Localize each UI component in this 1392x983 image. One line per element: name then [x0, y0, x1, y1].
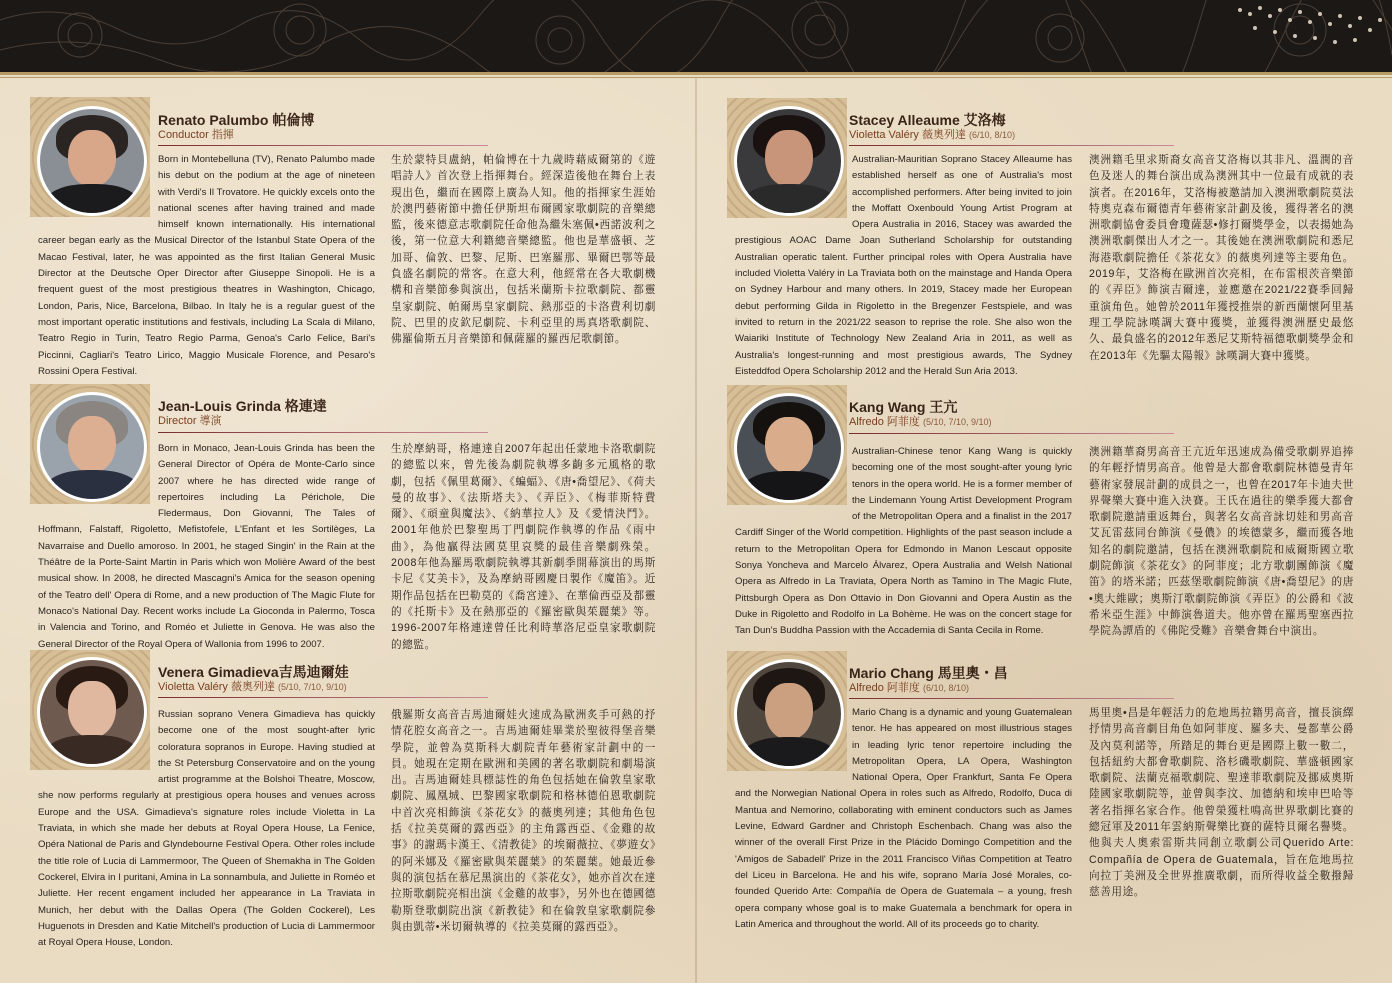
bio-role: [849, 413, 992, 429]
bio-english-text: Mario Chang is a dynamic and young Guatemalean tenor. He has appeared on most illustrious stages in leading lyric tenor repertoire including the Metropolitan Opera, LA Opera, Washington National Opera, Oper Frankfurt, Santa Fe Opera and the Norwegian National Opera in roles such as Alfredo, Rodolfo, Duca di Mantua and Nemorino, collaborating with eminent conductors such as James Levine, Edward Gardner and Christoph Eschenbach. Chang was also the winner of the overall First Prize in the Plácido Domingo Competition and the 'Amigos de Sabadell' Prize in the 2011 Francisco Viñas Competition at Teatro del Liceu in Barcelona. He and his wife, soprano María José Morales, co-founded Querido Arte: Compañía de Opera de Guatemala – a young, fresh opera company whose goal is to make Guatemala a benchmark for opera in Latin America and throughout the world. All of its proceeds go to charity.: [735, 707, 1072, 930]
bio-english-text: Australian-Chinese tenor Kang Wang is quickly becoming one of the most sought-after young lyric tenors in the opera world. He is a former member of the Lindemann Young Artist Development Program of the Metropolitan Opera and a finalist in the 2017 Cardiff Singer of the World competition. Highlights of the past season include a return to the Metropolitan Opera for Edmondo in Manon Lescaut opposite Sonya Yoncheva and Marcelo Álvarez, Opera Australia and Welsh National Opera as Alfredo in La Traviata, Opera North as Tamino in The Magic Flute, Pittsburgh Opera as Don Ottavio in Don Giovanni and Opera Austin as the Duke in Rigoletto and Rodolfo in La Bohème. He was on the concert stage for Tan Dun's Buddha Passion with the Accademia di Santa Cecila in Rome.: [735, 446, 1072, 637]
bio-role-text: Alfredo 阿菲度: [849, 416, 920, 428]
bio-chinese: 澳洲籍華裔男高音王亢近年迅速成為備受歌劇界追捧的年輕抒情男高音。他曾是大都會歌劇院林德曼青年藝術家發展計劃的成員之一，也曾在2017年卡迪夫世界聲樂大賽中進入決賽。王氏在過往的樂季獲大都會歌劇院邀請重返舞台，與著名女高音詠切娃和男高音艾瓦雷茲同台飾演《曼儂》的埃德蒙多，繼而獲各地知名的劇院邀請，包括在澳洲歌劇院和威爾斯國立歌劇院飾演《茶花女》的阿菲度；北方歌劇團飾演《魔笛》的塔米諾；匹茲堡歌劇院飾演《唐•喬望尼》的唐•奧大維歐；奧斯汀歌劇院飾演《弄臣》的公爵和《波希米亞生涯》中飾演魯道夫。他亦曾在羅馬聖塞西拉學院為譚盾的《佛陀受難》音樂會舞台中演出。: [1089, 446, 1354, 638]
bio-role: [158, 678, 347, 694]
bio-english: [38, 707, 375, 951]
bio-name: Stacey Alleaume 艾洛梅: [849, 112, 1006, 128]
bio-chinese: 澳洲籍毛里求斯裔女高音艾洛梅以其非凡、溫潤的音色及迷人的舞台演出成為澳洲其中一位最有成就的表演者。在2016年，艾洛梅被邀請加入澳洲歌劇院莫法特奧克森布爾德青年藝術家計劃及後，獲得著名的澳洲歌劇協會委員會瓊薩瑟•修打爾獎學金，以表揚她為澳洲歌劇傑出人才之一。其後她在澳洲歌劇院和悉尼海港歌劇院擔任《茶花女》的薇奧列達等主要角色。2019年，艾洛梅在歐洲首次亮相，在布雷根茨音樂節的《弄臣》飾演吉爾達，並應邀在2021/22賽季回歸重演角色。她曾於2011年獲授推崇的新西蘭懷阿里基理工學院詠嘆調大賽中獲獎，並獲得澳洲歷史最悠久、最負盛名的2012年悉尼艾斯特福德歌劇獎學金和在2013年《先驅太陽報》詠嘆調大賽中獲獎。: [1089, 154, 1354, 362]
bio-name: Renato Palumbo 帕倫博: [158, 112, 315, 128]
bio-rule: [158, 432, 488, 433]
bio-role-text: Conductor 指揮: [158, 129, 234, 141]
bio-name: Kang Wang 王亢: [849, 399, 958, 415]
bio-chinese: 馬里奧•昌是年輕活力的危地馬拉籍男高音，擅長演繹抒情男高音劇目角色如阿菲度、羅多夫、曼都華公爵及內莫利諾等，所踏足的舞台更是國際上數一數二，包括紐約大都會歌劇院、洛杉磯歌劇院、華盛頓國家歌劇院、法蘭克福歌劇院、聖達菲歌劇院及挪威奧斯陸國家歌劇院等，並曾與李汶、加德納和埃申巴哈等著名指揮名家合作。他曾榮獲杜鳴高世界歌劇比賽的總冠軍及2011年雲納斯聲樂比賽的薩特貝爾名譽獎。他與夫人奧索雷斯共同創立歌劇公司Querido Arte: Compañía de Opera de Guatemala，旨在危地馬拉向拉丁美洲及全世界推廣歌劇，而所得收益全數撥歸慈善用途。: [1089, 707, 1354, 899]
bio-rule: [849, 433, 1174, 434]
bio-english-text: Russian soprano Venera Gimadieva has quickly become one of the most sought-after lyric coloratura sopranos in Europe. Having studied at the St Petersburg Conservatoire and on the young artist programme at the Bolshoi Theatre, Moscow, she now performs regularly at prestigious opera houses and venues across Europe and the USA. Gimadieva's signature roles include Violetta in La Traviata, in which she made her debuts at Royal Opera House, La Fenice, Opéra National de Paris and Glyndebourne Festival Opera. Other roles include the title role of Lucia di Lammermoor, The Queen of Shemakha in The Golden Cockerel, Elvira in I puritani, Amina in La sonnambula, and Juliette in Roméo et Juliette. Her recent engament included her appearance in La Traviata in Munich, her debut with the Dallas Opera (The Golden Cockerel), Les Huguenots in Dresden and Katie Mitchell's production of Lucia di Lammermoor at Royal Opera House, London.: [38, 709, 375, 949]
bio-english: [735, 705, 1072, 933]
performance-dates: (6/10, 8/10): [969, 130, 1016, 140]
performance-dates: (5/10, 7/10, 9/10): [922, 417, 992, 427]
bio-name: Venera Gimadieva吉馬迪爾娃: [158, 664, 349, 680]
bio-english-text: Born in Montebelluna (TV), Renato Palumbo made his debut on the podium at the age of nineteen with Verdi's Il Trovatore. He quickly excels onto the national scenes after having trained and made himself known internationally. His international career began early as the Musical Director of the Istanbul State Opera of the Macao Festival, later, he was appointed as the first Italian General Music Director at the Deutsche Oper Director after Giuseppe Sinopoli. He is a frequent guest of the most prestigious theatres in Washington, Chicago, London, Paris, Nice, Barcelona, Bilbao. In Italy he is a regular guest of the most important operatic institutions and festivals, including La Scala di Milano, Teatro Regio in Turin, Teatro Regio Parma, Genoa's Carlo Felice, Bari's Piccinni, Cagliari's Teatro Lirico, Maggio Musicale Florence, and Pesaro's Rossini Opera Festival.: [38, 154, 375, 377]
bio-role-text: Violetta Valéry 薇奧列達: [158, 681, 275, 693]
page-fold: [695, 78, 697, 983]
floral-pattern: [0, 0, 1392, 72]
bio-english: [735, 152, 1072, 380]
bio-english: [38, 441, 375, 653]
bio-role: [158, 412, 222, 428]
bio-chinese: 俄羅斯女高音吉馬迪爾娃火速成為歐洲炙手可熱的抒情花腔女高音之一。吉馬迪爾娃畢業於聖彼得堡音樂學院，並曾為莫斯科大劇院青年藝術家計劃中的一員。她現在定期在歐洲和美國的著名歌劇院和劇場演出。吉馬迪爾娃具標誌性的角色包括她在倫敦皇家歌劇院、鳳凰城、巴黎國家歌劇院和格林德伯恩歌劇院中首次亮相飾演《茶花女》的薇奧列達；其他角色包括《拉美莫爾的露西亞》的主角露西亞、《金雞的故事》的謝瑪卡漢王、《清教徒》的埃爾薇拉、《夢遊女》的阿米娜及《羅密歐與茱麗葉》的茱麗葉。她最近參與的演包括在慕尼黑演出的《茶花女》，她亦首次在達拉斯歌劇院亮相出演《金雞的故事》，另外也在德國德勒斯登歌劇院出演《新教徒》和在倫敦皇家歌劇院參與由凱蒂•米切爾執導的《拉美莫爾的露西亞》。: [391, 709, 656, 933]
bio-english-text: Australian-Mauritian Soprano Stacey Alleaume has established herself as one of Australia's most accomplished performers. After being invited to join the Moffatt Oxenbould Young Artist Program at Opera Australia in 2016, Stacey was awarded the prestigious AOAC Dame Joan Sutherland Scholarship for outstanding Australian operatic talent. Further principal roles with Opera Australia have included Violetta Valéry in La Traviata both on the mainstage and Handa Opera on Sydney Harbour and many others. In 2019, Stacey made her European debut performing Gilda in Rigoletto in the Bregenzer Festspiele, and was invited to return in the 2021/22 season to reprise the role. She also won the Waiariki Institute of Technology New Zealand Aria in 2011, as well as Australia's longest-running and most prestigious awards, The Sydney Eisteddfod Opera Scholarship 2012 and the Herald Sun Aria 2013.: [735, 154, 1072, 377]
bio-rule: [158, 697, 488, 698]
bio-role-text: Violetta Valéry 薇奧列達: [849, 129, 966, 141]
bio-rule: [849, 698, 1174, 699]
bio-name: Mario Chang 馬里奧・昌: [849, 665, 1008, 681]
bio-english: [735, 444, 1072, 640]
bio-rule: [849, 145, 1174, 146]
bio-role-text: Director 導演: [158, 415, 222, 427]
bio-role-text: Alfredo 阿菲度: [849, 682, 920, 694]
bio-name: Jean-Louis Grinda 格連達: [158, 398, 327, 414]
bio-english: [38, 152, 375, 380]
bio-chinese: 生於摩納哥，格連達自2007年起出任蒙地卡洛歌劇院的總監以來，曾先後為劇院執導多齣多元風格的歌劇，包括《佩里葛爾》、《蝙蝠》、《唐•喬望尼》、《荷夫曼的故事》、《法斯塔夫》、《弄臣》、《梅菲斯特費爾》、《頑童與魔法》、《納華拉人》及《愛情決鬥》。2001年他於巴黎聖馬丁門劇院作執導的作品《雨中曲》，為他贏得法國莫里哀獎的最佳音樂劇殊榮。2008年他為羅馬歌劇院執導其新劇季開幕演出的馬斯卡尼《艾美卡》，及為摩納哥國慶日製作《魔笛》。近期作品包括在巴勒莫的《喬宮達》、在華倫西亞及都靈的《托斯卡》及在熱那亞的《羅密歐與茱麗葉》等。1996-2007年格連達曾任比利時華洛尼亞皇家歌劇院的總監。: [391, 443, 656, 651]
header-band: [0, 0, 1392, 72]
bio-english-text: Born in Monaco, Jean-Louis Grinda has been the General Director of Opéra de Monte-Carlo since 2007 where he has directed wide range of repertoires including La Périchole, Die Fledermaus, Don Giovanni, The Tales of Hoffmann, Falstaff, Rigoletto, Mefistofele, L'Enfant et les Sortilèges, La Navarraise and Duello amoroso. In 2001, he staged Singin' in the Rain at the Théâtre de la Porte-Saint Martin in Paris which won Molière Award of the best musical show. In 2008, he directed Mascagni's Amica for the season opening of the Teatro dell' Opera di Rome, and a new production of The Magic Flute for Monaco's National Day. Recent works include La Gioconda in Palermo, Tosca in Valencia and Torino, and Roméo et Juliette in Genova. He was also the General Director of the Royal Opera of Wallonia from 1996 to 2007.: [38, 443, 375, 650]
performance-dates: (6/10, 8/10): [922, 683, 970, 693]
bio-role: [158, 126, 234, 142]
bio-chinese: 生於蒙特貝盧納，帕倫博在十九歲時藉威爾第的《遊唱詩人》首次登上指揮舞台。經深造後他在舞台上表現出色，繼而在國際上廣為人知。他的指揮家生涯始於澳門藝術節中擔任伊斯坦布爾國家歌劇院的音樂總監，後來德意志歌劇院任命他為繼朱塞佩•西諾波利之後，第一位意大利籍總音樂總監。他也是華盛頓、芝加哥、倫敦、巴黎、尼斯、巴塞羅那、畢爾巴鄂等最負盛名劇院的常客。在意大利，他經常在各大歌劇機構和音樂節參與演出，包括米蘭斯卡拉歌劇院、都靈皇家劇院、帕爾馬皇家劇院、熱那亞的卡洛費利切劇院、巴里的皮欽尼劇院、卡利亞里的馬真塔歌劇院、佛羅倫斯五月音樂節和佩薩羅的羅西尼歌劇節。: [391, 154, 656, 346]
header-gold-rule: [0, 72, 1392, 75]
bio-role: [849, 126, 1015, 142]
bio-role: [849, 679, 969, 695]
bio-rule: [158, 145, 488, 146]
performance-dates: (5/10, 7/10, 9/10): [278, 682, 347, 692]
